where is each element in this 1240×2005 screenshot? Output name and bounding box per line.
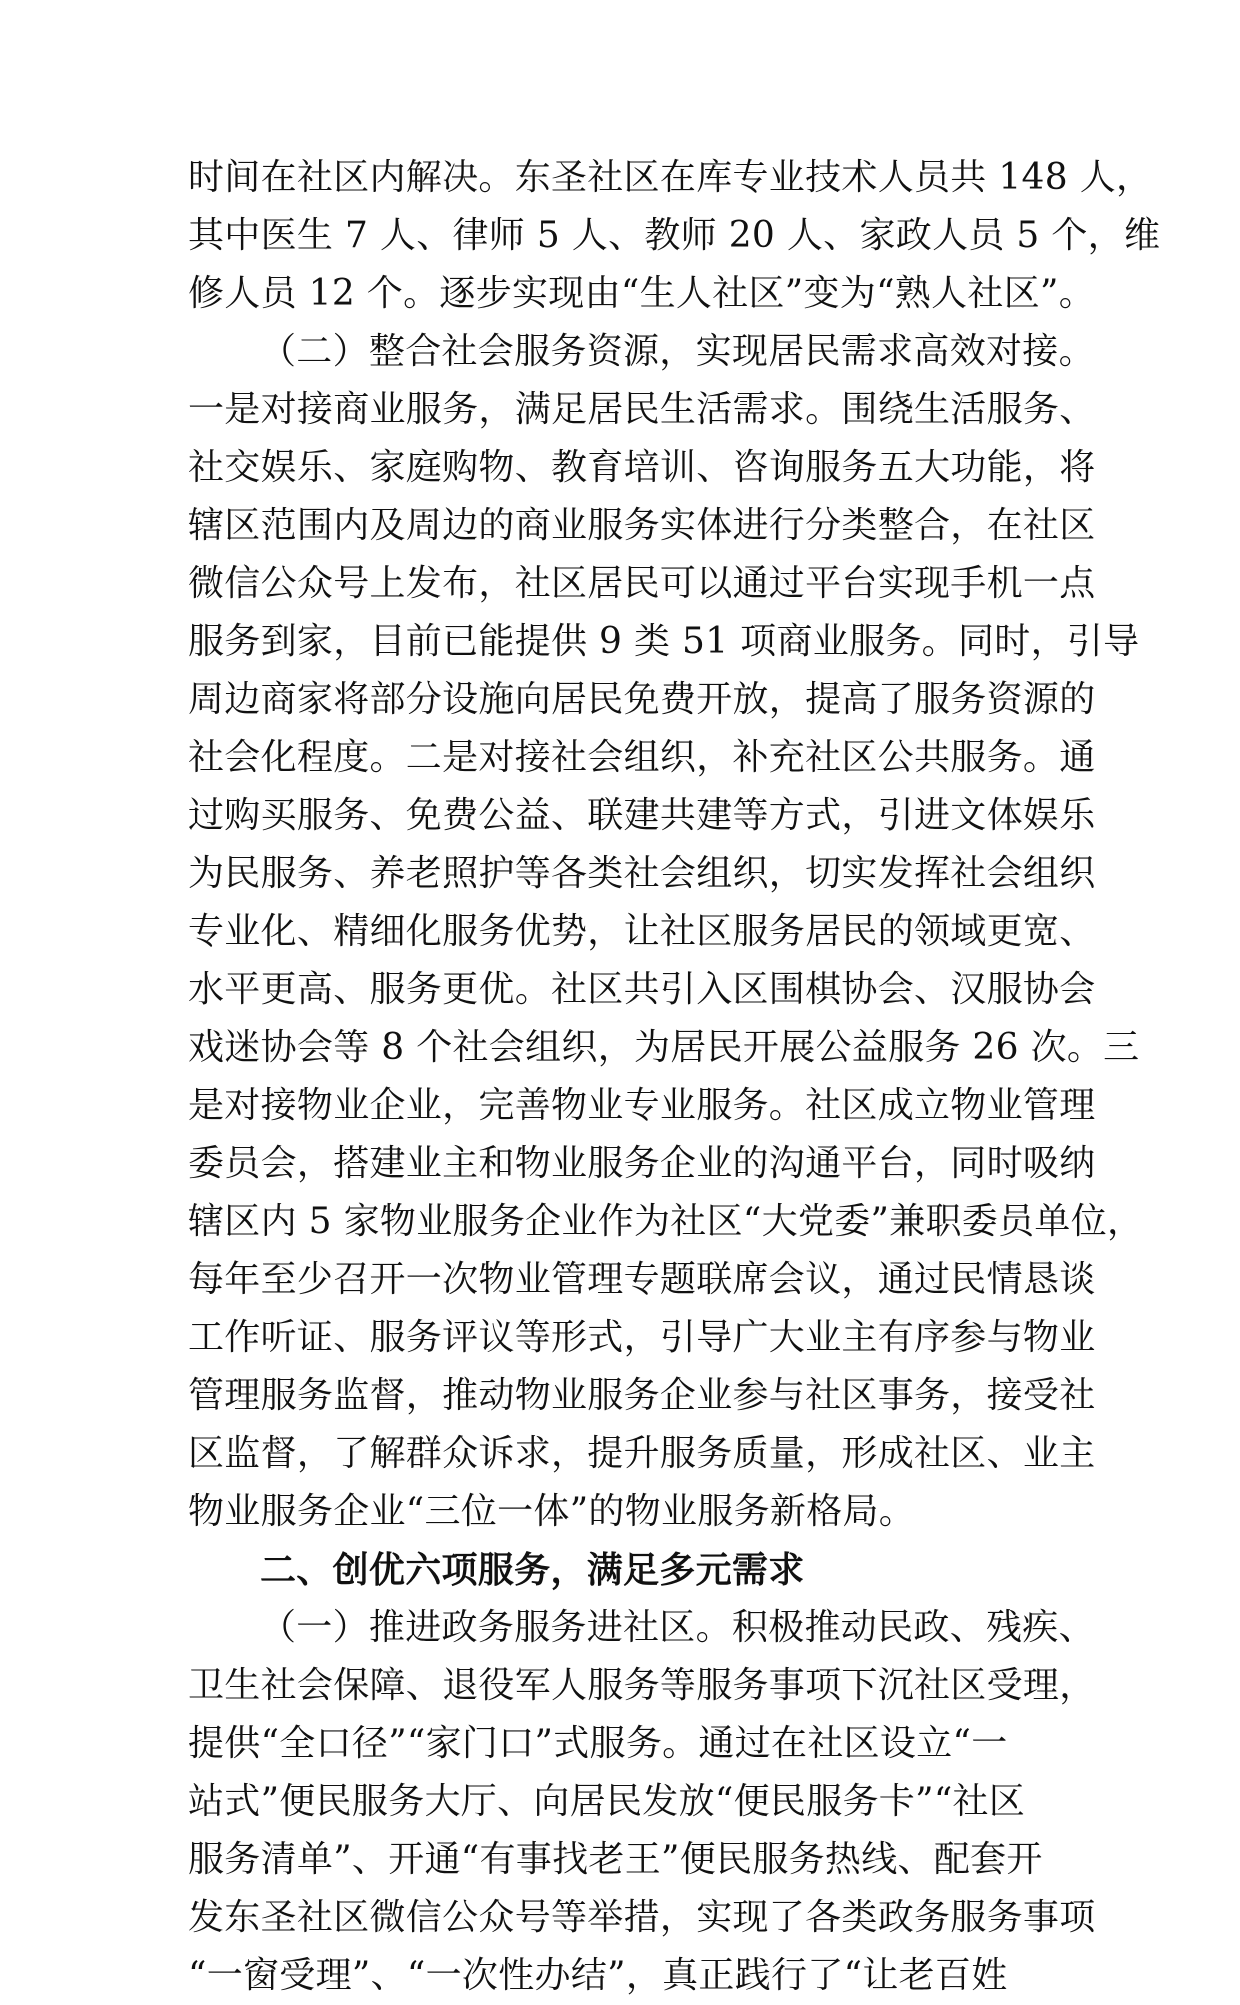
text-line: 一是对接商业服务，满足居民生活需求。围绕生活服务、: [188, 389, 1096, 430]
text-line: 站式”便民服务大厅、向居民发放“便民服务卡”“社区: [188, 1781, 1026, 1822]
text-line: 专业化、精细化服务优势，让社区服务居民的领域更宽、: [188, 911, 1096, 952]
text-line: 过购买服务、免费公益、联建共建等方式，引进文体娱乐: [188, 795, 1096, 836]
text-line: 其中医生 7 人、律师 5 人、教师 20 人、家政人员 5 个，维: [188, 215, 1161, 256]
text-line: “一窗受理”、“一次性办结”，真正践行了“让老百姓: [188, 1955, 1008, 1996]
body-text: [188, 149, 1161, 2005]
text-line: 区监督，了解群众诉求，提升服务质量，形成社区、业主: [188, 1433, 1096, 1474]
text-line: 社会化程度。二是对接社会组织，补充社区公共服务。通: [188, 737, 1096, 778]
text-line: 戏迷协会等 8 个社会组织，为居民开展公益服务 26 次。三: [188, 1027, 1140, 1068]
text-line: 周边商家将部分设施向居民免费开放，提高了服务资源的: [188, 679, 1096, 720]
text-line: 是对接物业企业，完善物业专业服务。社区成立物业管理: [188, 1085, 1096, 1126]
text-line: 微信公众号上发布，社区居民可以通过平台实现手机一点: [188, 563, 1096, 604]
text-line: 社交娱乐、家庭购物、教育培训、咨询服务五大功能，将: [188, 447, 1096, 488]
text-line: 修人员 12 个。逐步实现由“生人社区”变为“熟人社区”。: [188, 273, 1096, 314]
text-line: 水平更高、服务更优。社区共引入区围棋协会、汉服协会: [188, 969, 1096, 1010]
text-line: 辖区内 5 家物业服务企业作为社区“大党委”兼职委员单位，: [188, 1201, 1144, 1242]
text-line: 委员会，搭建业主和物业服务企业的沟通平台，同时吸纳: [188, 1143, 1096, 1184]
text-line: 卫生社会保障、退役军人服务等服务事项下沉社区受理，: [188, 1665, 1096, 1706]
text-line: 物业服务企业“三位一体”的物业服务新格局。: [188, 1491, 916, 1532]
section-subheading: （一）推进政务服务进社区。积极推动民政、残疾、: [260, 1607, 1095, 1648]
text-line: 工作听证、服务评议等形式，引导广大业主有序参与物业: [188, 1317, 1096, 1358]
text-line: 发东圣社区微信公众号等举措，实现了各类政务服务事项: [188, 1897, 1096, 1938]
text-line: 服务清单”、开通“有事找老王”便民服务热线、配套开: [188, 1839, 1043, 1880]
text-line: 为民服务、养老照护等各类社会组织，切实发挥社会组织: [188, 853, 1096, 894]
text-line: 服务到家，目前已能提供 9 类 51 项商业服务。同时，引导: [188, 621, 1140, 662]
text-line: 每年至少召开一次物业管理专题联席会议，通过民情恳谈: [188, 1259, 1096, 1300]
text-line: 辖区范围内及周边的商业服务实体进行分类整合，在社区: [188, 505, 1096, 546]
section-heading: 二、创优六项服务，满足多元需求: [260, 1549, 805, 1591]
section-subheading: （二）整合社会服务资源，实现居民需求高效对接。: [260, 331, 1095, 372]
text-line: 时间在社区内解决。东圣社区在库专业技术人员共 148 人，: [188, 157, 1153, 198]
text-line: 提供“全口径”“家门口”式服务。通过在社区设立“一: [188, 1723, 1008, 1764]
text-line: 管理服务监督，推动物业服务企业参与社区事务，接受社: [188, 1375, 1096, 1416]
